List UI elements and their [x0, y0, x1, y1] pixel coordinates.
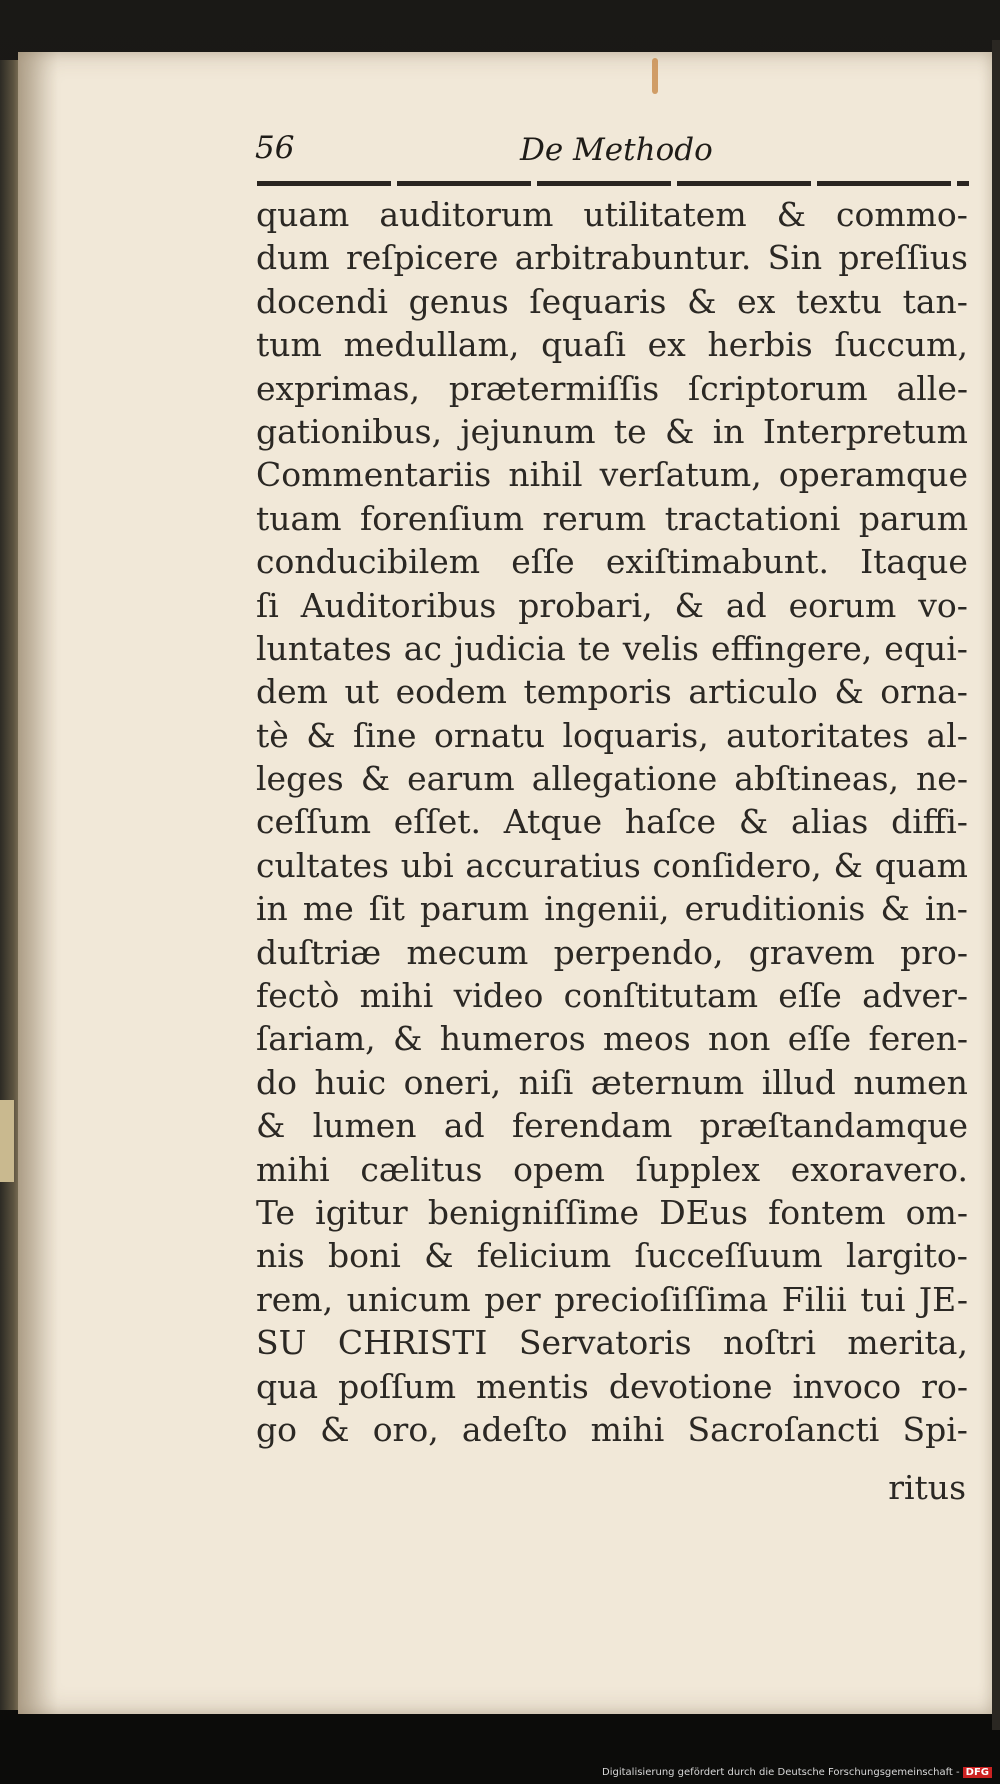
word: mihi [590, 1409, 665, 1449]
word: docendi [256, 281, 388, 321]
text-line [256, 1191, 968, 1234]
word: ro- [921, 1366, 968, 1406]
word: adeſto [461, 1409, 568, 1449]
word: jejunum [460, 411, 596, 451]
word: auditorum [379, 195, 554, 234]
word: autoritates [726, 715, 910, 755]
word: exoravero. [790, 1149, 968, 1189]
word: CHRISTI [337, 1323, 488, 1363]
text-line [256, 1408, 968, 1451]
word: numen [853, 1062, 968, 1102]
word: me [302, 889, 354, 929]
word: velis [622, 628, 699, 668]
word: oneri, [403, 1062, 502, 1102]
text-line [256, 800, 968, 843]
word: rem, [256, 1279, 334, 1319]
word: Interpretum [762, 411, 968, 451]
dfg-logo: DFG [963, 1767, 992, 1778]
word: noſtri [722, 1323, 816, 1363]
word: herbis [707, 325, 813, 365]
word: humeros [439, 1019, 586, 1059]
word: alias [790, 802, 869, 842]
word: parum [420, 889, 530, 929]
text-line [256, 1365, 968, 1408]
word: exiſtimabunt. [605, 542, 829, 582]
page-gutter-shadow [18, 52, 58, 1714]
word: allegatione [531, 759, 718, 799]
word: ferendam [511, 1106, 673, 1146]
word: al- [926, 715, 968, 755]
word: cultates [256, 845, 389, 885]
text-line [256, 1104, 968, 1147]
text-line [256, 1234, 968, 1277]
word: æternum [590, 1062, 745, 1102]
word: eodem [395, 672, 507, 712]
word: Spi- [902, 1409, 968, 1449]
word: rerum [542, 498, 647, 538]
word: conducibilem [256, 542, 481, 582]
word: eorum [788, 585, 897, 625]
word: præſtandamque [699, 1106, 968, 1146]
text-line [256, 497, 968, 540]
word: unicum [346, 1279, 471, 1319]
word: mihi [256, 1149, 330, 1189]
word: oro, [372, 1409, 439, 1449]
word: mentis [476, 1366, 589, 1406]
text-line [256, 367, 968, 410]
word: ac [403, 628, 442, 668]
text-line [256, 540, 968, 583]
word: reſpicere [345, 238, 499, 278]
text-line [256, 453, 968, 496]
text-line [256, 1278, 968, 1321]
text-line [256, 714, 968, 757]
word: & [360, 759, 391, 799]
word: pro- [900, 932, 968, 972]
word: Commentariis [256, 455, 492, 495]
word: go [256, 1409, 297, 1449]
text-line [256, 1148, 968, 1191]
word: orna- [880, 672, 968, 712]
word: in- [924, 889, 968, 929]
word: textu [795, 281, 882, 321]
word: non [707, 1019, 771, 1059]
word: Te [256, 1192, 295, 1232]
word: nihil [508, 455, 583, 495]
word: & [424, 1236, 454, 1276]
word: Filii [781, 1279, 847, 1319]
word: Sacroſancti [687, 1409, 880, 1449]
text-line [256, 1017, 968, 1060]
word: & [738, 802, 769, 842]
word: ne- [916, 759, 968, 799]
word: ad [725, 585, 767, 625]
word: ceſſum [256, 802, 371, 842]
word: ſariam, [256, 1019, 376, 1059]
word: Sin [767, 238, 823, 278]
text-line [256, 887, 968, 930]
word: JE- [918, 1279, 968, 1319]
word: conſidero, [652, 845, 822, 885]
word: largito- [845, 1236, 968, 1276]
word: ſcriptorum [688, 368, 868, 408]
word: Auditoribus [300, 585, 497, 625]
text-line [256, 236, 968, 279]
word: earum [407, 759, 515, 799]
word: ſucceſſuum [634, 1236, 823, 1276]
word: precioſiſſima [554, 1279, 769, 1319]
word: operamque [778, 455, 968, 495]
word: quam [256, 195, 350, 234]
word: Servatoris [518, 1323, 692, 1363]
word: medullam, [343, 325, 520, 365]
word: igitur [315, 1192, 408, 1232]
word: & [687, 281, 717, 321]
word: dem [256, 672, 328, 712]
word: & [776, 195, 806, 234]
word: arbitrabuntur. [514, 238, 752, 278]
word: boni [328, 1236, 401, 1276]
word: abſtineas, [734, 759, 900, 799]
word: judicia [453, 628, 566, 668]
word: Atque [503, 802, 603, 842]
page-tab-marker [0, 1100, 14, 1182]
word: accuratius [465, 845, 641, 885]
word: meos [603, 1019, 691, 1059]
running-head: De Methodo [520, 132, 713, 168]
word: adver- [862, 976, 968, 1016]
word: in [712, 411, 745, 451]
word: te [613, 411, 647, 451]
word: eruditionis [684, 889, 866, 929]
text-line [256, 974, 968, 1017]
text-line [256, 323, 968, 366]
word: tractationi [664, 498, 841, 538]
word: tan- [902, 281, 968, 321]
word: SU [256, 1323, 307, 1363]
word: ingenii, [544, 889, 670, 929]
word: ſine [352, 715, 417, 755]
catchword: ritus [888, 1468, 966, 1507]
word: ornatu [433, 715, 546, 755]
word: qua [256, 1366, 319, 1406]
word: quaſi [541, 325, 626, 365]
word: genus [408, 281, 509, 321]
text-line [256, 1061, 968, 1104]
body-text [256, 193, 968, 1451]
word: preſſius [838, 238, 968, 278]
text-line [256, 757, 968, 800]
word: ſequaris [529, 281, 667, 321]
word: & [834, 672, 864, 712]
word: conſtitutam [563, 976, 758, 1016]
word: equi- [884, 628, 968, 668]
word: benigniſſime [427, 1192, 640, 1232]
word: eſſe [787, 1019, 852, 1059]
word: Itaque [860, 542, 968, 582]
word: commo- [836, 195, 968, 234]
word: om- [905, 1192, 968, 1232]
word: fectò [256, 976, 340, 1016]
word: felicium [476, 1236, 612, 1276]
word: ſi [256, 585, 279, 625]
word: niſi [518, 1062, 574, 1102]
word: ad [443, 1106, 485, 1146]
word: & [320, 1409, 350, 1449]
credit-text: Digitalisierung gefördert durch die Deutsche Forschungsgemeinschaft - [602, 1767, 960, 1778]
word: mecum [406, 932, 529, 972]
word: verſatum, [599, 455, 762, 495]
word: tui [860, 1279, 906, 1319]
word: eſſe [511, 542, 575, 582]
word: & [880, 889, 910, 929]
word: & [256, 1106, 286, 1146]
word: video [453, 976, 544, 1016]
word: nis [256, 1236, 305, 1276]
header-rule [257, 181, 969, 186]
word: probari, [518, 585, 653, 625]
digitization-credit [602, 1767, 992, 1778]
word: feren- [868, 1019, 968, 1059]
word: ut [344, 672, 380, 712]
word: prætermiſſis [448, 368, 660, 408]
right-gutter [992, 40, 1000, 1730]
word: ubi [400, 845, 454, 885]
word: vo- [918, 585, 968, 625]
page-number: 56 [255, 130, 295, 166]
word: do [256, 1062, 297, 1102]
word: & [664, 411, 695, 451]
word: eſſe [778, 976, 842, 1016]
word: & [306, 715, 336, 755]
text-line [256, 627, 968, 670]
word: utilitatem [583, 195, 747, 234]
word: mihi [359, 976, 434, 1016]
word: dum [256, 238, 330, 278]
word: leges [256, 759, 344, 799]
word: haſce [624, 802, 717, 842]
word: perpendo, [553, 932, 724, 972]
text-line [256, 670, 968, 713]
text-line [256, 410, 968, 453]
word: te [577, 628, 611, 668]
word: DEus [659, 1192, 748, 1232]
word: forenſium [360, 498, 524, 538]
word: devotione [608, 1366, 773, 1406]
text-line [256, 280, 968, 323]
word: eſſet. [393, 802, 481, 842]
text-line [256, 844, 968, 887]
word: ſit [368, 889, 405, 929]
word: ſupplex [635, 1149, 761, 1189]
text-line [256, 931, 968, 974]
word: in [256, 889, 288, 929]
word: tè [256, 715, 289, 755]
text-line [256, 193, 968, 236]
word: fontem [768, 1192, 886, 1232]
word: huic [314, 1062, 387, 1102]
word: tuam [256, 498, 342, 538]
word: alle- [896, 368, 968, 408]
word: & [833, 845, 863, 885]
word: luntates [256, 628, 392, 668]
word: gravem [748, 932, 875, 972]
word: loquaris, [562, 715, 709, 755]
word: merita, [847, 1323, 968, 1363]
word: poſſum [338, 1366, 457, 1406]
word: quam [874, 845, 968, 885]
paper-stain [652, 58, 658, 94]
word: invoco [792, 1366, 902, 1406]
word: ex [737, 281, 776, 321]
word: diffi- [891, 802, 968, 842]
word: duſtriæ [256, 932, 382, 972]
word: cælitus [360, 1149, 483, 1189]
word: & [393, 1019, 423, 1059]
word: ſuccum, [834, 325, 968, 365]
text-line [256, 584, 968, 627]
text-line [256, 1321, 968, 1364]
word: effingere, [711, 628, 873, 668]
word: exprimas, [256, 368, 420, 408]
word: gationibus, [256, 411, 443, 451]
word: illud [761, 1062, 836, 1102]
word: & [674, 585, 704, 625]
word: temporis [523, 672, 672, 712]
word: parum [858, 498, 968, 538]
word: opem [513, 1149, 605, 1189]
word: articulo [688, 672, 818, 712]
word: per [484, 1279, 541, 1319]
word: ex [647, 325, 686, 365]
word: lumen [312, 1106, 417, 1146]
word: tum [256, 325, 322, 365]
